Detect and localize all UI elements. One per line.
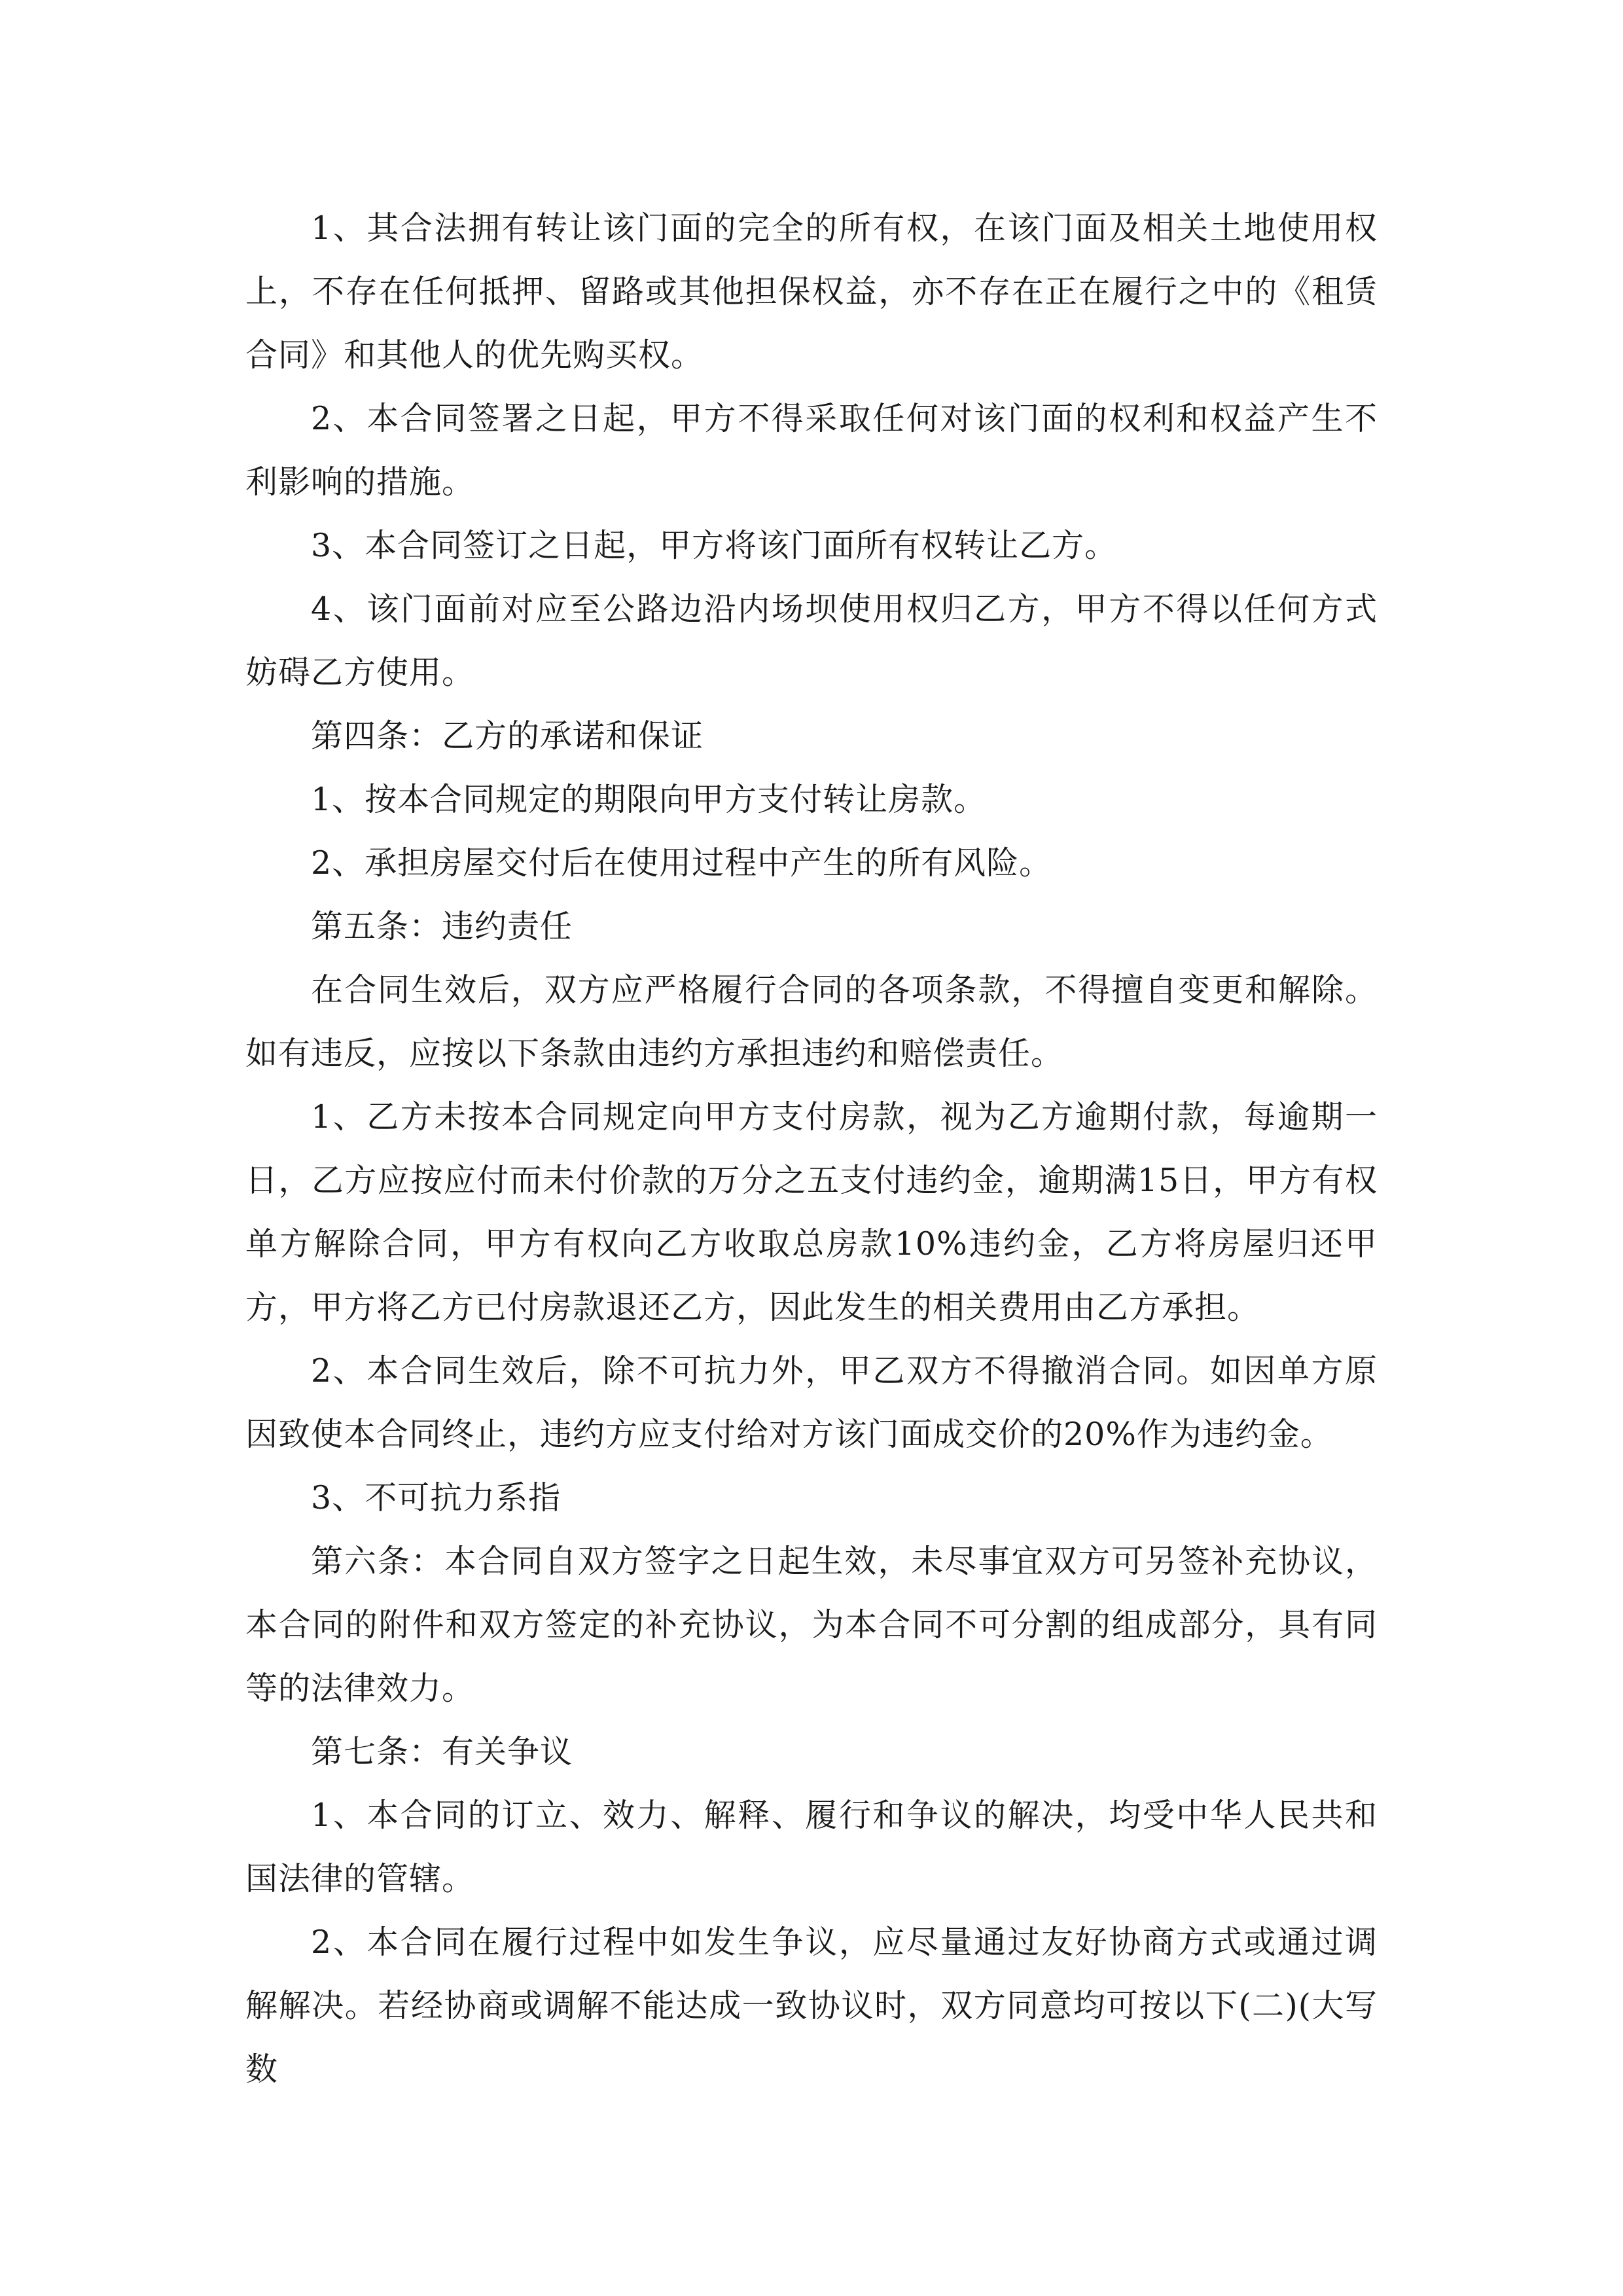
clause-paragraph: 1、乙方未按本合同规定向甲方支付房款，视为乙方逾期付款，每逾期一日，乙方应按应付而未付价款的万分之五支付违约金，逾期满15日，甲方有权单方解除合同，甲方有权向乙方收取总房款10%违约金，乙方将房屋归还甲方，甲方将乙方已付房款退还乙方，因此发生的相关费用由乙方承担。: [245, 1098, 1378, 1326]
clause-paragraph: 2、本合同在履行过程中如发生争议，应尽量通过友好协商方式或通过调解解决。若经协商或调解不能达成一致协议时，双方同意均可按以下(二)(大写数: [245, 1924, 1378, 2088]
contract-body: [245, 196, 1378, 2101]
article-heading: 第四条：乙方的承诺和保证: [311, 717, 704, 755]
clause-paragraph: 2、承担房屋交付后在使用过程中产生的所有风险。: [311, 844, 1052, 882]
clause-paragraph: 1、本合同的订立、效力、解释、履行和争议的解决，均受中华人民共和国法律的管辖。: [245, 1797, 1378, 1897]
clause-paragraph: 2、本合同生效后，除不可抗力外，甲乙双方不得撤消合同。如因单方原因致使本合同终止，违约方应支付给对方该门面成交价的20%作为违约金。: [245, 1352, 1378, 1453]
clause-paragraph: 1、其合法拥有转让该门面的完全的所有权，在该门面及相关土地使用权上，不存在任何抵押、留路或其他担保权益，亦不存在正在履行之中的《租赁合同》和其他人的优先购买权。: [245, 209, 1378, 374]
clause-paragraph: 3、不可抗力系指: [311, 1479, 562, 1516]
clause-paragraph: 1、按本合同规定的期限向甲方支付转让房款。: [311, 781, 987, 818]
clause-paragraph: 3、本合同签订之日起，甲方将该门面所有权转让乙方。: [311, 527, 1118, 564]
clause-paragraph: 2、本合同签署之日起，甲方不得采取任何对该门面的权利和权益产生不利影响的措施。: [245, 400, 1378, 501]
clause-paragraph: 4、该门面前对应至公路边沿内场坝使用权归乙方，甲方不得以任何方式妨碍乙方使用。: [245, 590, 1378, 691]
article-heading: 第七条：有关争议: [311, 1733, 573, 1770]
article-heading: 第五条：违约责任: [311, 908, 573, 945]
article-paragraph: 第六条：本合同自双方签字之日起生效，未尽事宜双方可另签补充协议，本合同的附件和双方签定的补充协议，为本合同不可分割的组成部分，具有同等的法律效力。: [245, 1543, 1378, 1707]
clause-paragraph: 在合同生效后，双方应严格履行合同的各项条款，不得擅自变更和解除。如有违反，应按以下条款由违约方承担违约和赔偿责任。: [245, 971, 1378, 1072]
